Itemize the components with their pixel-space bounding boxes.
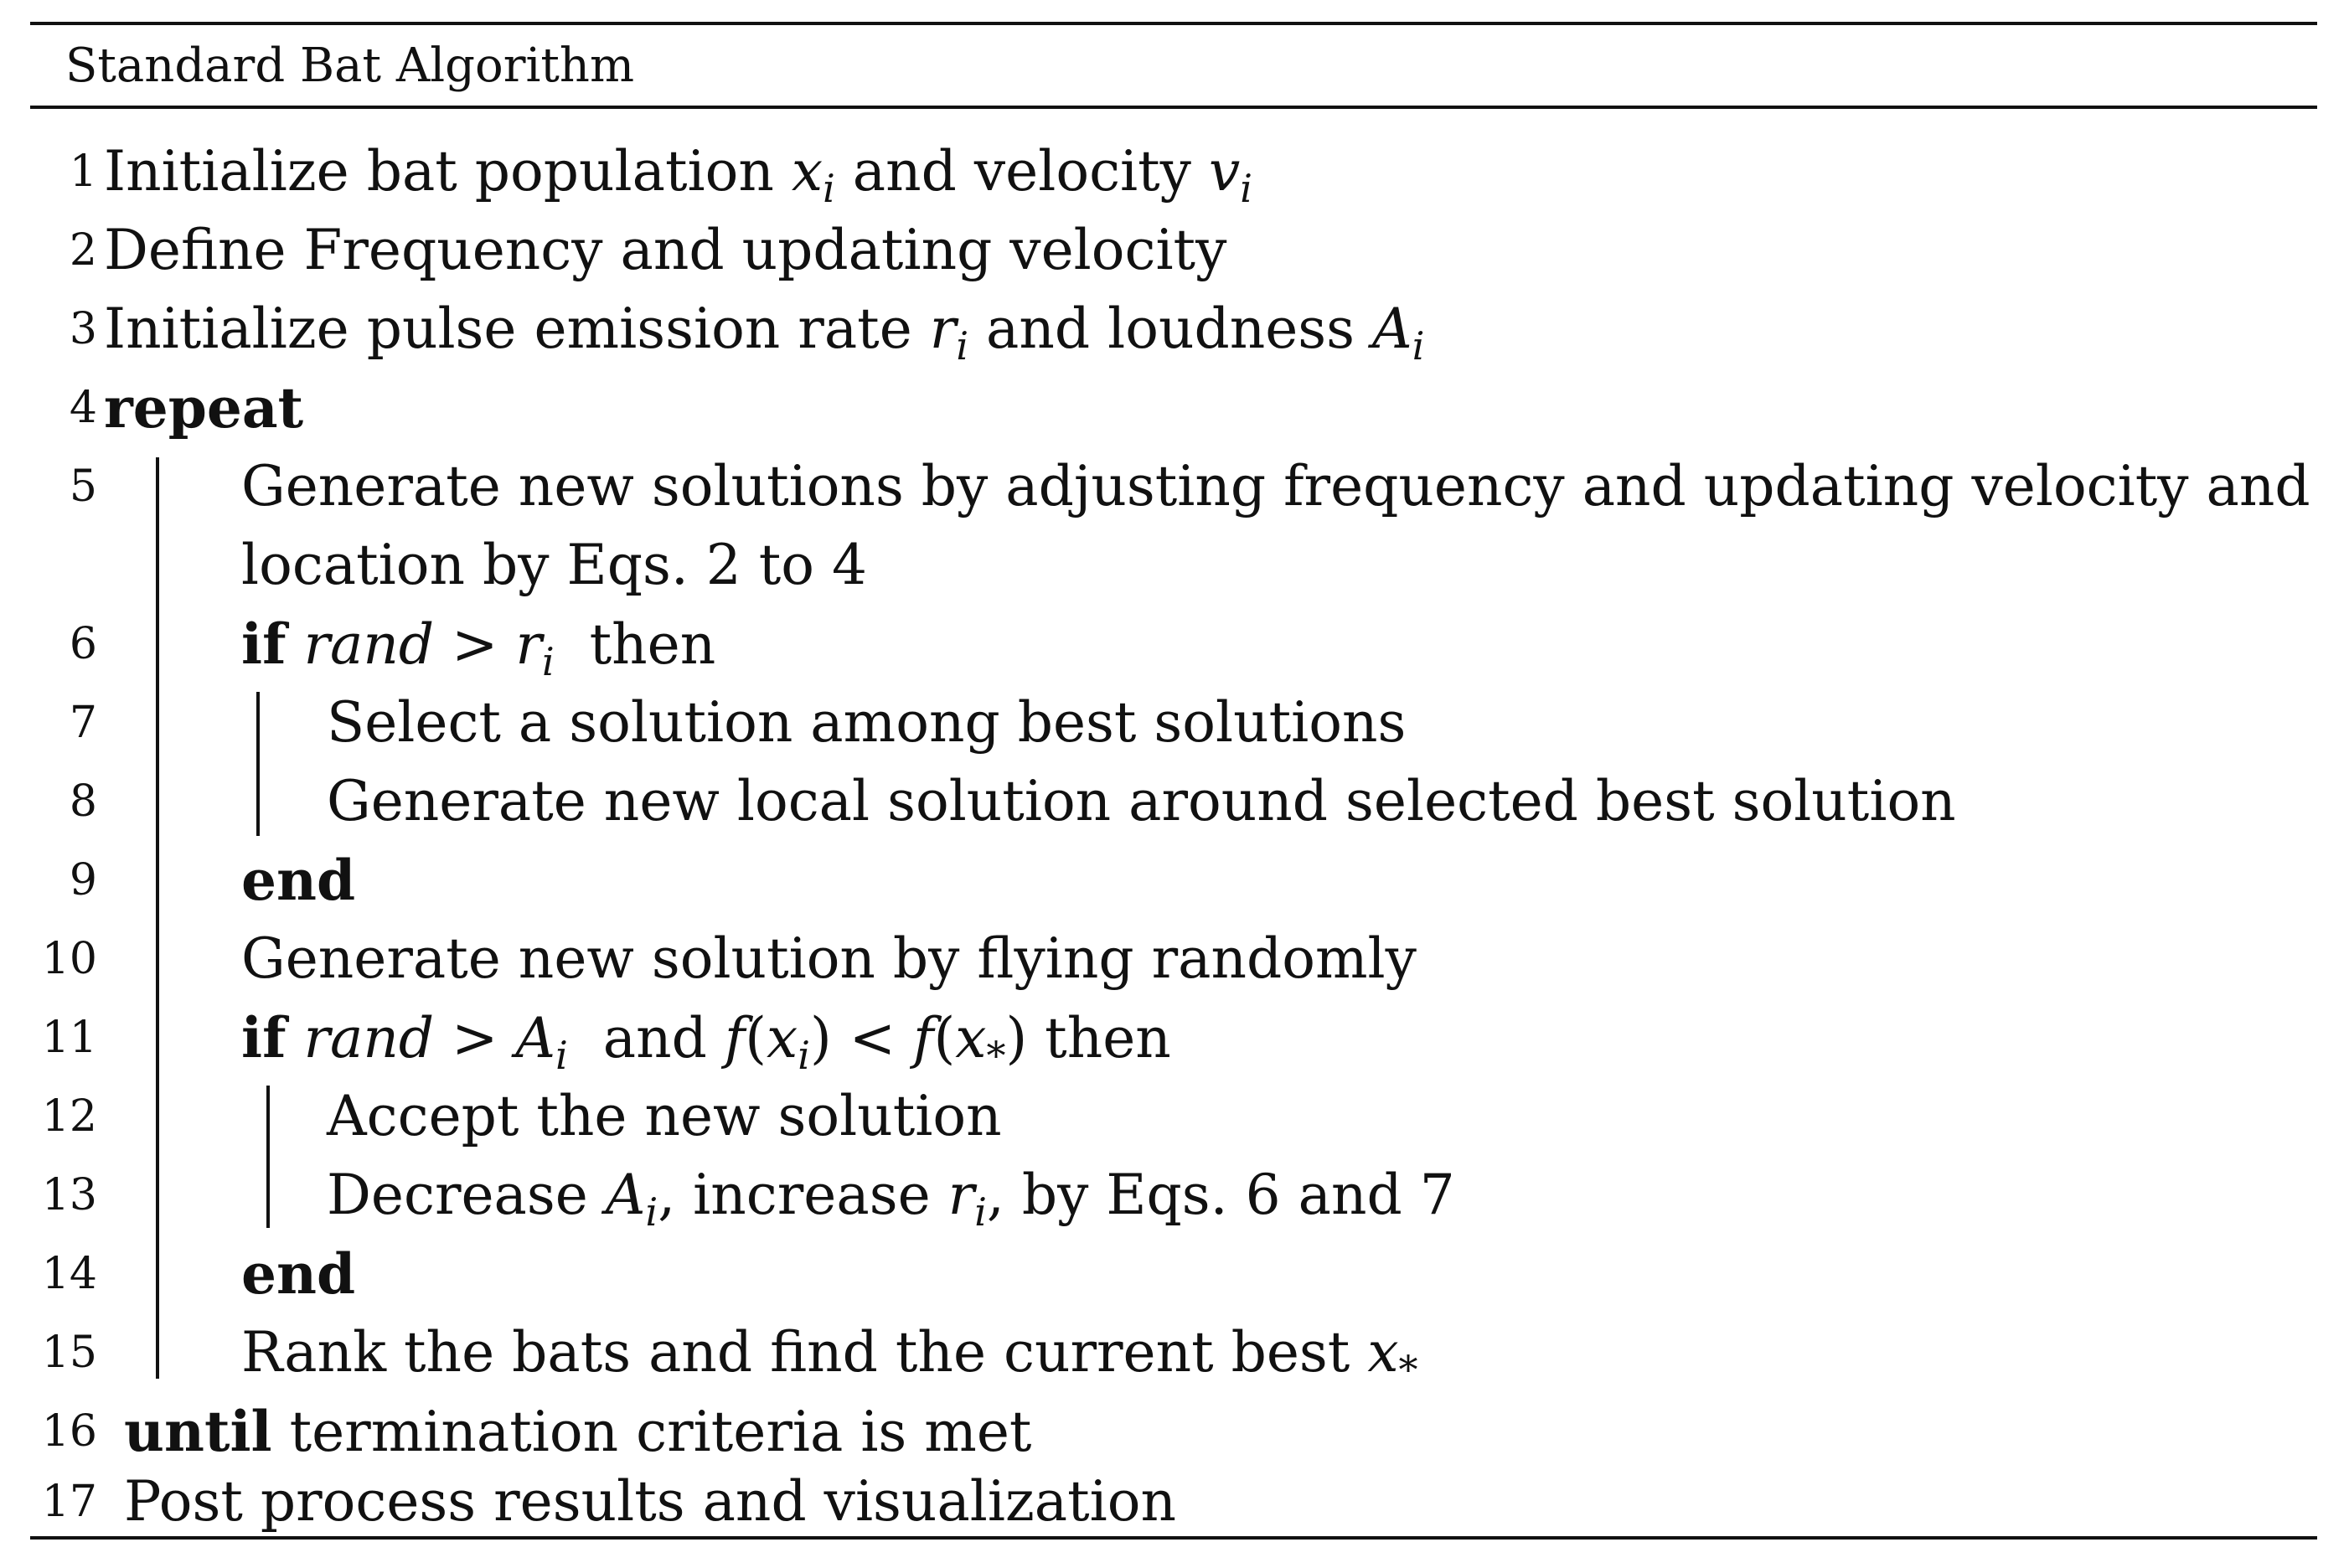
line-number: 5 xyxy=(69,462,97,512)
line-number: 7 xyxy=(69,698,97,748)
line-number: 1 xyxy=(69,147,97,197)
line-number: 17 xyxy=(41,1477,97,1527)
algorithm-line-10 xyxy=(30,920,2317,998)
algorithm-line-5-continued xyxy=(30,526,2317,605)
line-number: 4 xyxy=(69,383,97,433)
line-content: if rand > $r_i$ then xyxy=(241,611,716,684)
line-number: 6 xyxy=(69,619,97,669)
line-content: Rank the bats and find the current best $x_*$ xyxy=(241,1320,1418,1392)
line-number: 3 xyxy=(69,304,97,354)
line-number: 9 xyxy=(69,855,97,905)
algorithm-box xyxy=(30,22,2317,1546)
keyword-if: if xyxy=(241,611,287,677)
algorithm-line-15 xyxy=(30,1313,2317,1392)
algorithm-line-2 xyxy=(30,211,2317,290)
line-content: Initialize bat population $x_i$ and velocity $v_i$ xyxy=(104,139,1252,211)
algorithm-line-3 xyxy=(30,290,2317,369)
line-content: Accept the new solution xyxy=(327,1084,1002,1148)
line-content: Generate new solution by flying randomly xyxy=(241,926,1417,991)
top-rule xyxy=(30,22,2317,25)
algorithm-title: Standard Bat Algorithm xyxy=(65,39,635,93)
line-number: 15 xyxy=(41,1328,97,1378)
line-number: 2 xyxy=(69,225,97,276)
keyword-end: end xyxy=(241,1241,356,1307)
keyword-if: if xyxy=(241,1005,287,1070)
algorithm-line-13 xyxy=(30,1156,2317,1235)
line-number: 11 xyxy=(41,1013,97,1063)
line-content: Decrease $A_i$, increase $r_i$, by Eqs. 6 and 7 xyxy=(327,1163,1455,1235)
algorithm-line-4 xyxy=(30,369,2317,447)
bottom-rule xyxy=(30,1536,2317,1540)
line-content: Select a solution among best solutions xyxy=(327,690,1407,755)
algorithm-line-12 xyxy=(30,1077,2317,1156)
line-number: 16 xyxy=(41,1406,97,1457)
line-content: Generate new solutions by adjusting frequency and updating velocity and xyxy=(241,454,2310,518)
keyword-repeat: repeat xyxy=(104,375,304,441)
algorithm-line-7 xyxy=(30,683,2317,762)
line-number: 10 xyxy=(41,934,97,984)
keyword-end: end xyxy=(241,848,356,913)
algorithm-line-9 xyxy=(30,841,2317,920)
algorithm-line-17 xyxy=(30,1462,2317,1541)
line-content: Initialize pulse emission rate $r_i$ and loudness $A_i$ xyxy=(104,297,1425,369)
line-content: if rand > $A_i$ and $f(x_i) < f(x_*)$ then xyxy=(241,1005,1171,1078)
algorithm-line-8 xyxy=(30,762,2317,841)
if-block-bar-1 xyxy=(256,692,260,836)
keyword-until: until xyxy=(124,1399,272,1464)
line-content: Generate new local solution around selected best solution xyxy=(327,769,1956,833)
algorithm-line-11 xyxy=(30,998,2317,1077)
algorithm-line-5 xyxy=(30,447,2317,526)
header-rule xyxy=(30,106,2317,109)
line-content: Post process results and visualization xyxy=(124,1469,1176,1534)
algorithm-line-6 xyxy=(30,605,2317,683)
line-content: location by Eqs. 2 to 4 xyxy=(241,533,867,597)
line-number: 12 xyxy=(41,1091,97,1142)
line-content: Define Frequency and updating velocity xyxy=(104,218,1227,282)
line-number: 8 xyxy=(69,776,97,827)
line-number: 14 xyxy=(41,1249,97,1299)
repeat-block-bar xyxy=(156,457,159,1379)
algorithm-line-1 xyxy=(30,132,2317,211)
if-block-bar-2 xyxy=(266,1086,270,1228)
algorithm-line-16 xyxy=(30,1392,2317,1471)
line-content: until termination criteria is met xyxy=(124,1399,1032,1464)
algorithm-line-14 xyxy=(30,1235,2317,1313)
line-number: 13 xyxy=(41,1170,97,1220)
